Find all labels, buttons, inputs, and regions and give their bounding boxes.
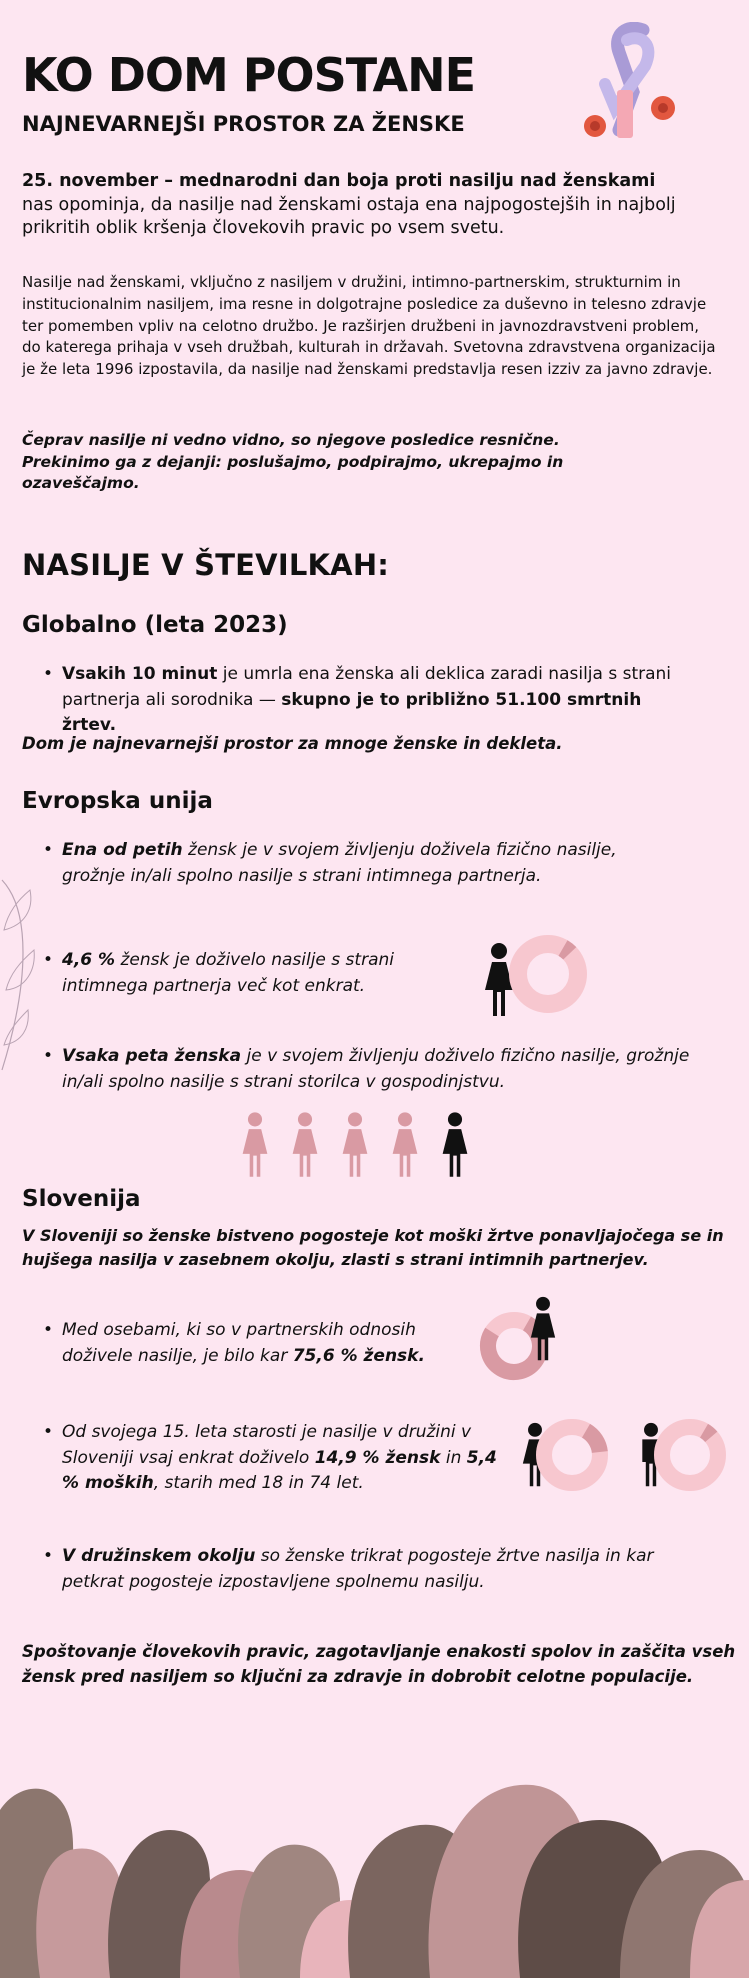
si-bullet-1: [62, 1318, 472, 1369]
si-bullet-1-bold: 75,6 % žensk.: [292, 1345, 425, 1366]
global-summary: Dom je najnevarnejši prostor za mnoge ženske in dekleta.: [22, 734, 563, 753]
eu-bullet-3-bold: Vsaka peta ženska: [62, 1046, 242, 1066]
intro-lead-rest: nas opominja, da nasilje nad ženskami ostaja ena najpogostejših in najbolj prikritih oblik kršenja človekovih pravic po vsem svetu.: [22, 194, 676, 239]
si-women-donut-chart: [536, 1414, 608, 1496]
page-subtitle: NAJNEVARNEJŠI PROSTOR ZA ŽENSKE: [22, 112, 465, 136]
si-men-donut-chart: [654, 1414, 726, 1496]
eu-bullet-3-text: je v svojem življenju doživelo fizično nasilje, grožnje in/ali spolno nasilje s strani storilca v gospodinjstvu.: [62, 1046, 690, 1092]
si-bullet-2-text2: in: [440, 1447, 467, 1468]
woman-figure-icon: [240, 1110, 270, 1180]
intro-lead-bold: 25. november – mednarodni dan boja proti nasilju nad ženskami: [22, 171, 656, 191]
awareness-ribbon-illustration: [575, 22, 685, 142]
eu-donut-chart: [508, 924, 588, 1024]
global-heading: Globalno (leta 2023): [22, 612, 288, 638]
leaf-decoration-icon: [0, 870, 40, 1080]
women-silhouettes-illustration: [0, 1740, 749, 1978]
closing-statement: Spoštovanje človekovih pravic, zagotavljanje enakosti spolov in zaščita vseh žensk pred nasiljem so ključni za zdravje in dobrobit celotne populacije.: [22, 1642, 736, 1686]
global-bullet-1-bold2: skupno je to približno 51.100 smrtnih žrtev.: [62, 689, 642, 735]
si-bullet-2-bold2: 5,4 % moških: [62, 1447, 497, 1493]
global-bullet-1-text: je umrla ena ženska ali deklica zaradi nasilja s strani partnerja ali sorodnika —: [62, 664, 672, 710]
eu-bullet-1-text: žensk je v svojem življenju doživela fizično nasilje, grožnje in/ali spolno nasilje s strani intimnega partnerja.: [62, 840, 617, 886]
global-bullet-1-bold: Vsakih 10 minut: [62, 664, 218, 684]
woman-figure-icon: [340, 1110, 370, 1180]
eu-bullet-2-text: žensk je doživelo nasilje s strani intimnega partnerja več kot enkrat.: [62, 950, 394, 996]
eu-bullet-3: [62, 1044, 692, 1095]
si-bullet-2: [62, 1420, 502, 1497]
si-lead: V Sloveniji so ženske bistveno pogosteje kot moški žrtve ponavljajočega se in hujšega nasilja v zasebnem okolju, zlasti s strani intimnih partnerjev.: [22, 1226, 724, 1269]
woman-figure-icon: [440, 1110, 470, 1180]
woman-figure-icon: [290, 1110, 320, 1180]
intro-paragraph: Nasilje nad ženskami, vključno z nasiljem v družini, intimno-partnerskim, strukturnim in institucionalnim nasiljem, ima resne in dolgotrajne posledice za duševno in telesno zdravje ter pomemben vpliv na celotno družbo. Je razširjen družbeni in javnozdravstveni problem, do katerega prihaja v vseh družbah, kulturah in državah. Svetovna zdravstvena organizacija je že leta 1996 izpostavila, da nasilje nad ženskami predstavlja resen izziv za javno zdravje.: [22, 273, 716, 378]
woman-icon: [528, 1296, 558, 1362]
intro-lead: [22, 170, 712, 241]
page-title: KO DOM POSTANE: [22, 48, 476, 102]
si-bullet-2-text1: Od svojega 15. leta starosti je nasilje v družini v Sloveniji vsaj enkrat doživelo: [62, 1422, 472, 1468]
si-bullet-1-text: Med osebami, ki so v partnerskih odnosih doživele nasilje, je bilo kar: [62, 1320, 416, 1366]
eu-bullet-2-bold: 4,6 %: [62, 950, 116, 970]
eu-bullet-1: [62, 838, 622, 889]
si-heading: Slovenija: [22, 1186, 141, 1212]
si-bullet-3-text: so ženske trikrat pogosteje žrtve nasilja in kar petkrat pogosteje izpostavljene spolnemu nasilju.: [62, 1546, 654, 1592]
si-bullet-2-text3: , starih med 18 in 74 let.: [153, 1473, 364, 1493]
stats-heading: NASILJE V ŠTEVILKAH:: [22, 548, 390, 582]
si-bullet-3-bold: V družinskem okolju: [62, 1546, 256, 1566]
si-bullet-3: [62, 1544, 682, 1595]
eu-bullet-1-bold: Ena od petih: [62, 840, 183, 860]
woman-figure-icon: [390, 1110, 420, 1180]
intro-callout: Čeprav nasilje ni vedno vidno, so njegove posledice resnične. Prekinimo ga z dejanji: poslušajmo, podpirajmo, ukrepajmo in ozaveščajmo.: [22, 431, 564, 493]
eu-bullet-2: [62, 948, 442, 999]
eu-heading: Evropska unija: [22, 788, 213, 814]
global-bullet-1: [62, 662, 692, 739]
si-bullet-2-bold1: 14,9 % žensk: [314, 1447, 441, 1468]
